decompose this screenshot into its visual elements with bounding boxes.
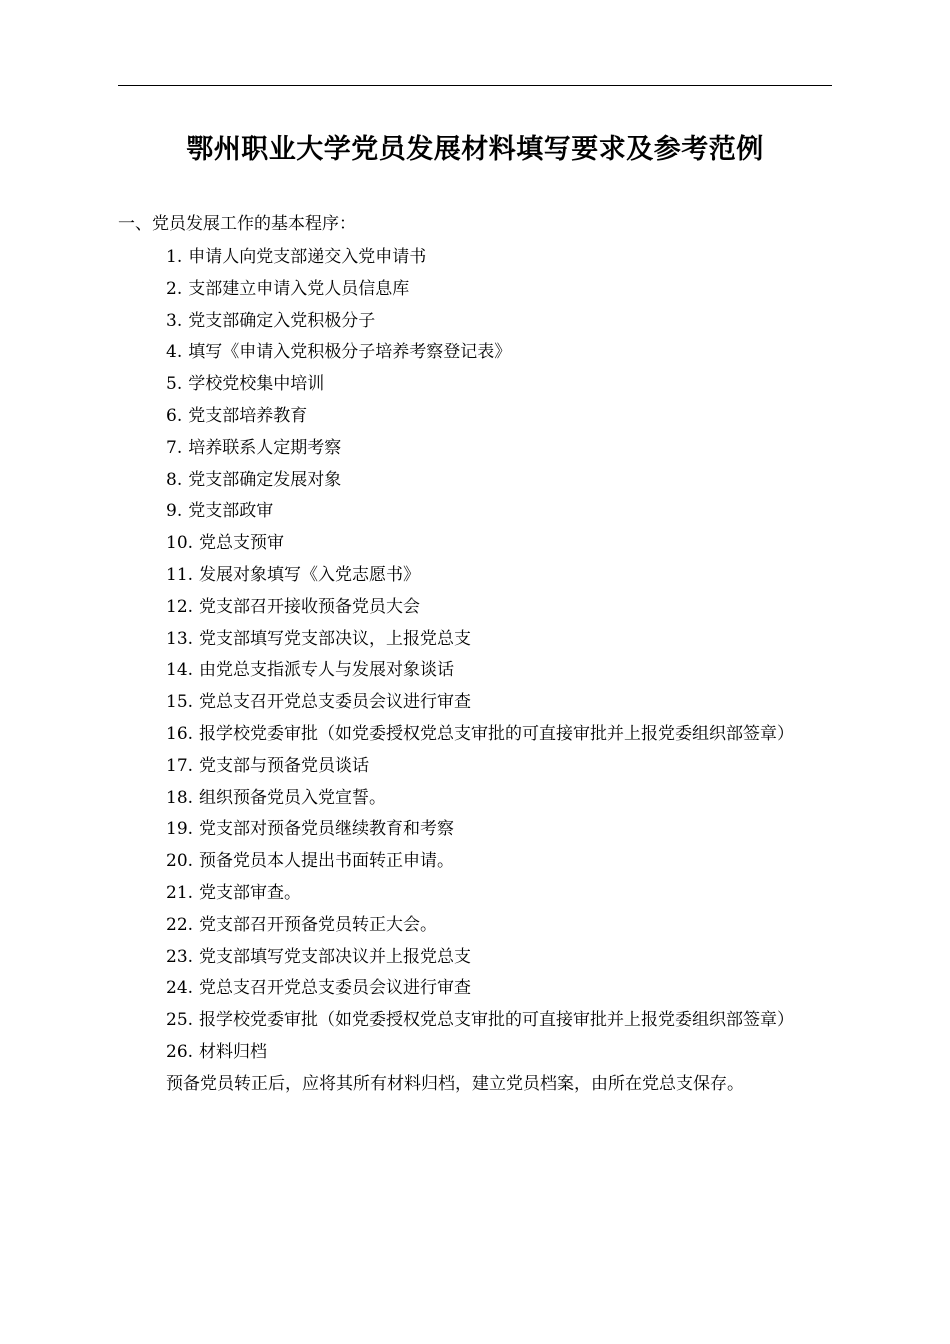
list-item: 20. 预备党员本人提出书面转正申请。	[166, 851, 455, 872]
list-item: 11. 发展对象填写《入党志愿书》	[166, 564, 421, 585]
list-item: 26. 材料归档	[166, 1041, 268, 1062]
list-item: 10. 党总支预审	[166, 533, 285, 554]
list-item: 7. 培养联系人定期考察	[166, 437, 342, 458]
list-item: 22. 党支部召开预备党员转正大会。	[166, 914, 438, 935]
document-title: 鄂州职业大学党员发展材料填写要求及参考范例	[186, 134, 764, 165]
list-item: 23. 党支部填写党支部决议并上报党总支	[166, 946, 472, 967]
list-item: 17. 党支部与预备党员谈话	[166, 755, 370, 776]
list-item: 15. 党总支召开党总支委员会议进行审查	[166, 692, 472, 713]
procedure-steps-list	[118, 242, 834, 1101]
closing-note: 预备党员转正后，应将其所有材料归档，建立党员档案，由所在党总支保存。	[166, 1073, 744, 1094]
list-item: 18. 组织预备党员入党宣誓。	[166, 787, 387, 808]
list-item: 6. 党支部培养教育	[166, 405, 308, 426]
list-item: 8. 党支部确定发展对象	[166, 469, 342, 490]
list-item: 24. 党总支召开党总支委员会议进行审查	[166, 978, 472, 999]
list-item: 19. 党支部对预备党员继续教育和考察	[166, 819, 455, 840]
list-item: 25. 报学校党委审批（如党委授权党总支审批的可直接审批并上报党委组织部签章）	[166, 1010, 795, 1031]
list-item: 12. 党支部召开接收预备党员大会	[166, 596, 421, 617]
list-item: 4. 填写《申请入党积极分子培养考察登记表》	[166, 342, 512, 363]
list-item: 21. 党支部审查。	[166, 882, 302, 903]
list-item: 3. 党支部确定入党积极分子	[166, 310, 376, 331]
list-item: 13. 党支部填写党支部决议，上报党总支	[166, 628, 472, 649]
section-heading: 一、党员发展工作的基本程序：	[118, 214, 356, 234]
list-item: 9. 党支部政审	[166, 501, 274, 522]
header-rule	[118, 85, 832, 86]
list-item: 5. 学校党校集中培训	[166, 374, 325, 395]
list-item: 16. 报学校党委审批（如党委授权党总支审批的可直接审批并上报党委组织部签章）	[166, 723, 795, 744]
list-item: 14. 由党总支指派专人与发展对象谈话	[166, 660, 455, 681]
list-item: 1. 申请人向党支部递交入党申请书	[166, 247, 427, 267]
list-item: 2. 支部建立申请入党人员信息库	[166, 278, 410, 299]
